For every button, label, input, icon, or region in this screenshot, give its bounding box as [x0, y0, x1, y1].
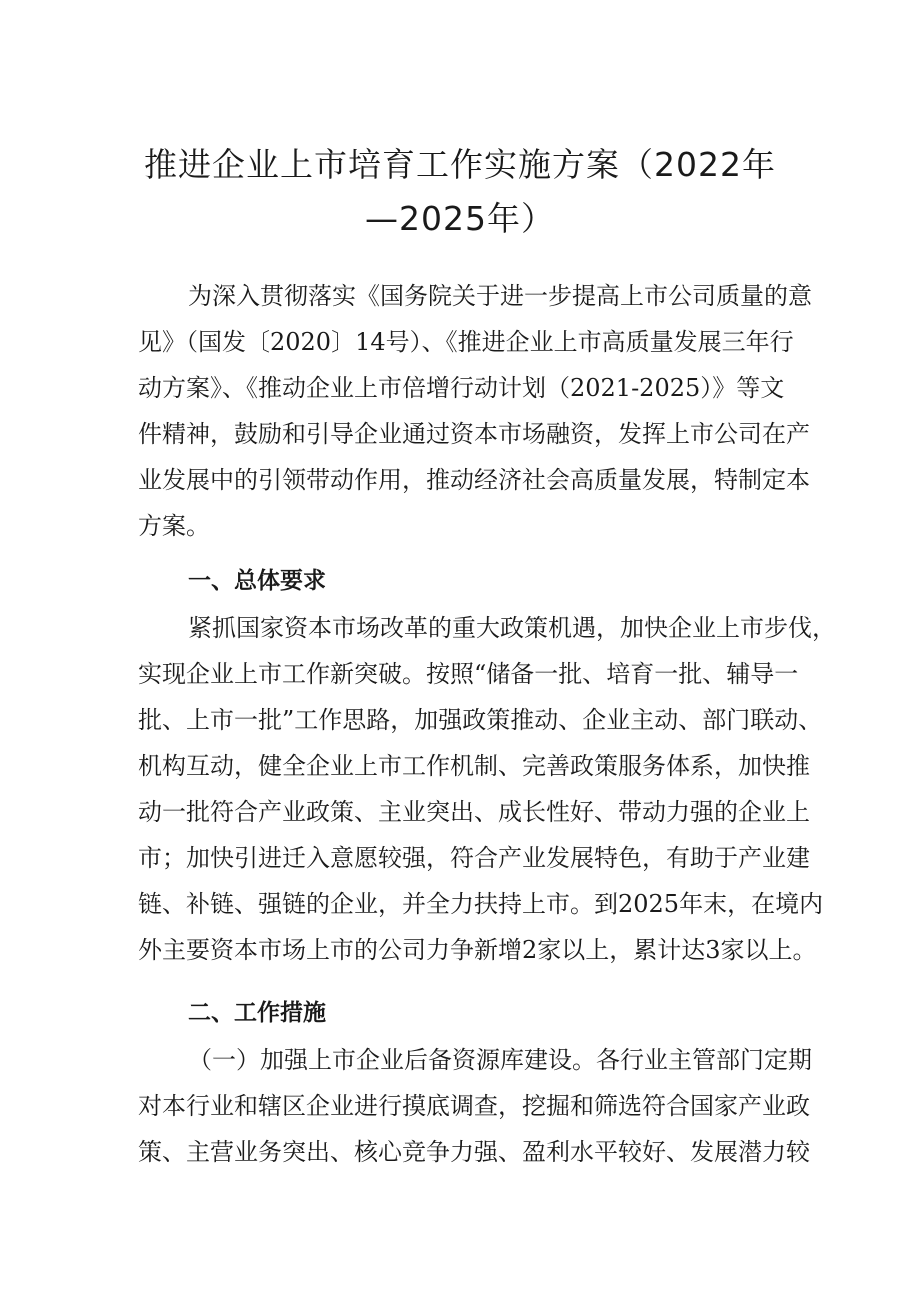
intro-line-3: 动方案》、《推动企业上市倍增行动计划（2021-2025）》等文 [138, 374, 785, 402]
section1-line-3: 批、上市一批”工作思路，加强政策推动、企业主动、部门联动、 [138, 706, 823, 734]
section-heading-general-requirements: 一、总体要求 [188, 568, 326, 594]
section1-line-4: 机构互动，健全企业上市工作机制、完善政策服务体系，加快推 [138, 752, 810, 780]
section-heading-work-measures: 二、工作措施 [188, 1000, 326, 1026]
section1-line-7: 链、补链、强链的企业，并全力扶持上市。到2025年末，在境内 [138, 890, 824, 918]
intro-line-4: 件精神，鼓励和引导企业通过资本市场融资，发挥上市公司在产 [138, 420, 810, 448]
intro-line-1: 为深入贯彻落实《国务院关于进一步提高上市公司质量的意 [188, 282, 812, 310]
section2-line-3: 策、主营业务突出、核心竞争力强、盈利水平较好、发展潜力较 [138, 1138, 810, 1166]
title-line-1: 推进企业上市培育工作实施方案（2022年 [144, 145, 776, 184]
section1-line-2: 实现企业上市工作新突破。按照“储备一批、培育一批、辅导一 [138, 660, 799, 688]
intro-line-2: 见》（国发〔2020〕14号）、《推进企业上市高质量发展三年行 [138, 328, 794, 356]
section2-line-1: （一）加强上市企业后备资源库建设。各行业主管部门定期 [188, 1046, 812, 1074]
document-title [120, 138, 800, 246]
section1-line-1: 紧抓国家资本市场改革的重大政策机遇，加快企业上市步伐， [188, 614, 836, 642]
intro-line-6: 方案。 [138, 512, 210, 540]
section2-line-2: 对本行业和辖区企业进行摸底调查，挖掘和筛选符合国家产业政 [138, 1092, 810, 1120]
section1-line-8: 外主要资本市场上市的公司力争新增2家以上，累计达3家以上。 [138, 936, 817, 964]
section1-line-6: 市；加快引进迁入意愿较强，符合产业发展特色，有助于产业建 [138, 844, 810, 872]
section1-line-5: 动一批符合产业政策、主业突出、成长性好、带动力强的企业上 [138, 798, 810, 826]
title-line-2: —2025年） [365, 199, 555, 238]
intro-line-5: 业发展中的引领带动作用，推动经济社会高质量发展，特制定本 [138, 466, 810, 494]
